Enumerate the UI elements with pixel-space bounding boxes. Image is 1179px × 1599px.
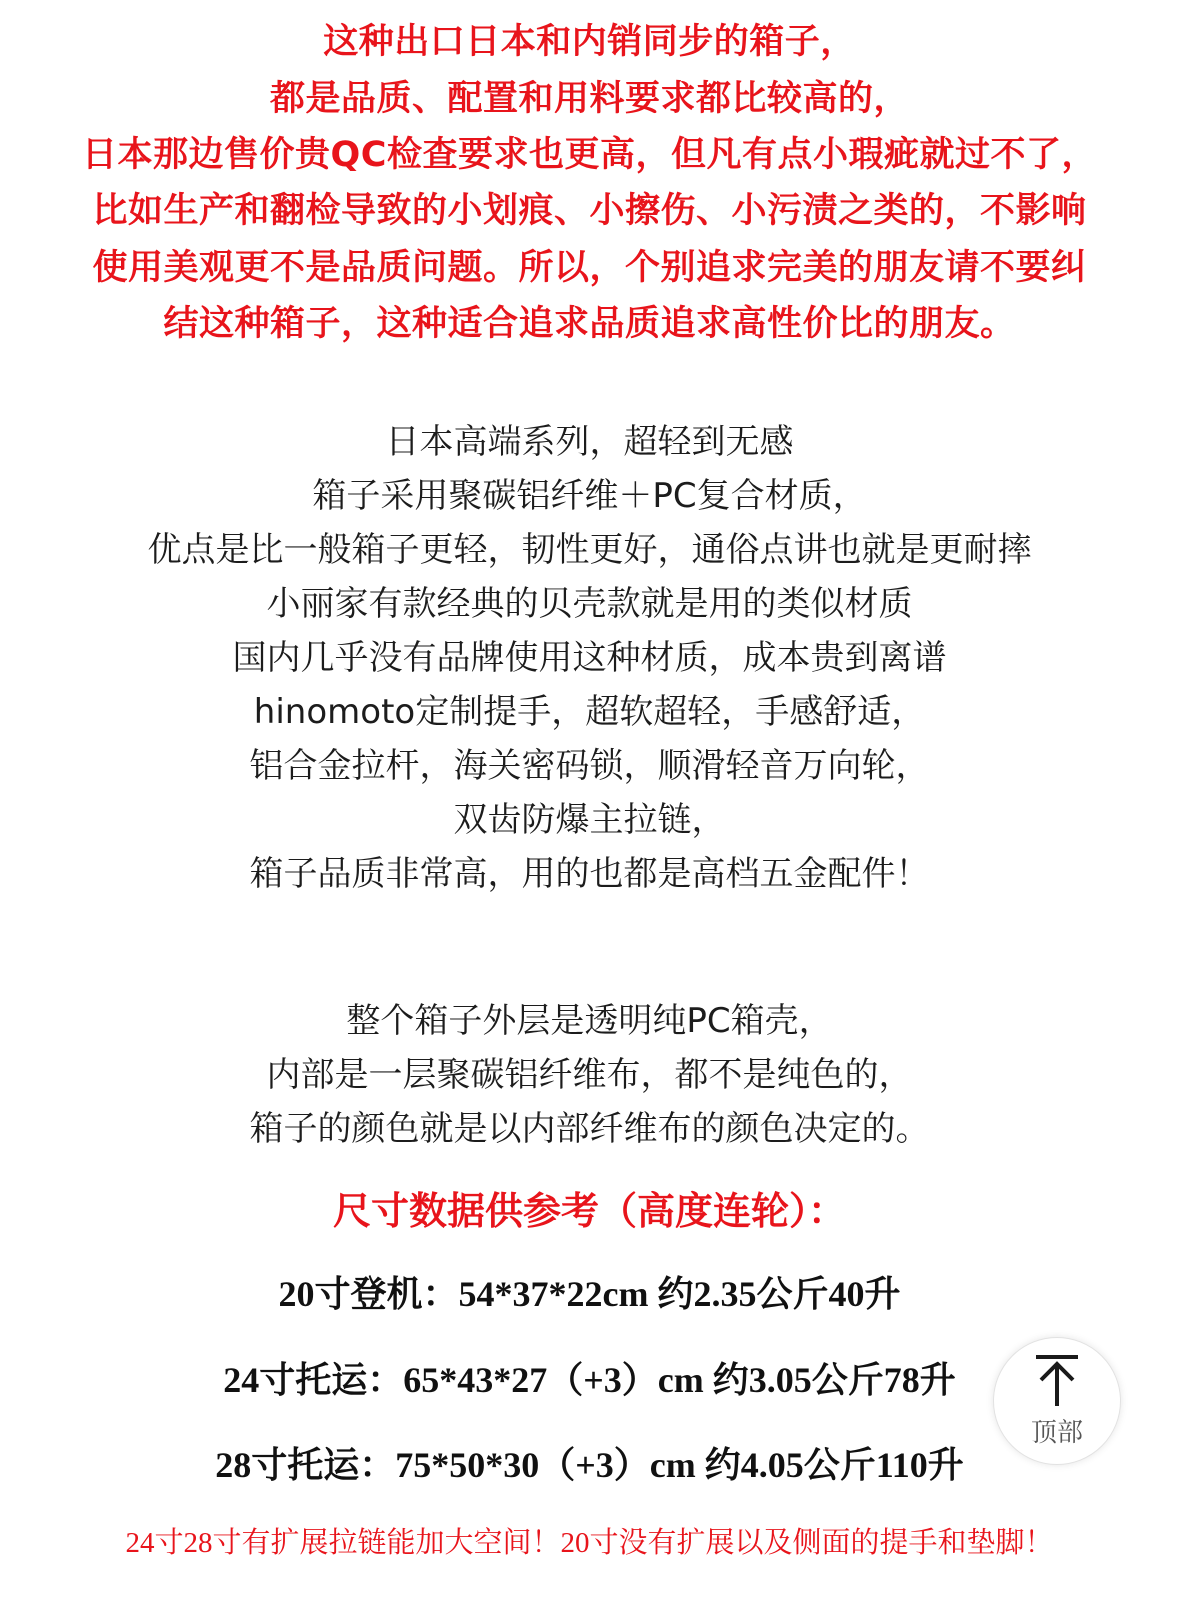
back-to-top-label: 顶部 bbox=[1030, 1418, 1083, 1448]
expansion-footnote: 24寸28寸有扩展拉链能加大空间！20寸没有扩展以及侧面的提手和垫脚！ bbox=[125, 1527, 1054, 1559]
description-line: 国内几乎没有品牌使用这种材质，成本贵到离谱 bbox=[232, 638, 947, 678]
notice-line: 日本那边售价贵QC检查要求也更高，但凡有点小瑕疵就过不了， bbox=[82, 135, 1097, 175]
size-spec-item: 24寸托运：65*43*27（+3）cm 约3.05公斤78升 bbox=[223, 1360, 956, 1400]
description-line: 双齿防爆主拉链， bbox=[453, 800, 726, 840]
description-line: 日本高端系列，超轻到无感 bbox=[385, 422, 794, 462]
description-line: hinomoto定制提手，超软超轻，手感舒适， bbox=[253, 692, 926, 732]
shell-line: 内部是一层聚碳铝纤维布，都不是纯色的， bbox=[266, 1055, 913, 1095]
size-spec-item: 28寸托运：75*50*30（+3）cm 约4.05公斤110升 bbox=[215, 1445, 964, 1485]
description-line: 箱子品质非常高，用的也都是高档五金配件！ bbox=[249, 854, 930, 894]
notice-line: 这种出口日本和内销同步的箱子， bbox=[323, 22, 856, 62]
notice-line: 结这种箱子，这种适合追求品质追求高性价比的朋友。 bbox=[163, 304, 1016, 344]
back-to-top-button[interactable] bbox=[993, 1337, 1121, 1465]
arrow-up-icon bbox=[1034, 1354, 1080, 1408]
description-line: 小丽家有款经典的贝壳款就是用的类似材质 bbox=[266, 584, 913, 624]
shell-line: 整个箱子外层是透明纯PC箱壳， bbox=[346, 1001, 833, 1041]
description-line: 箱子采用聚碳铝纤维＋PC复合材质， bbox=[312, 476, 867, 516]
description-line: 优点是比一般箱子更轻，韧性更好，通俗点讲也就是更耐摔 bbox=[147, 530, 1032, 570]
notice-line: 使用美观更不是品质问题。所以，个别追求完美的朋友请不要纠 bbox=[92, 248, 1087, 288]
shell-line: 箱子的颜色就是以内部纤维布的颜色决定的。 bbox=[249, 1109, 930, 1149]
description-line: 铝合金拉杆，海关密码锁，顺滑轻音万向轮， bbox=[249, 746, 930, 786]
notice-line: 比如生产和翻检导致的小划痕、小擦伤、小污渍之类的，不影响 bbox=[92, 191, 1087, 231]
notice-line: 都是品质、配置和用料要求都比较高的， bbox=[269, 79, 909, 119]
size-spec-item: 20寸登机：54*37*22cm 约2.35公斤40升 bbox=[278, 1274, 901, 1314]
size-section-title: 尺寸数据供参考（高度连轮）： bbox=[332, 1189, 846, 1233]
